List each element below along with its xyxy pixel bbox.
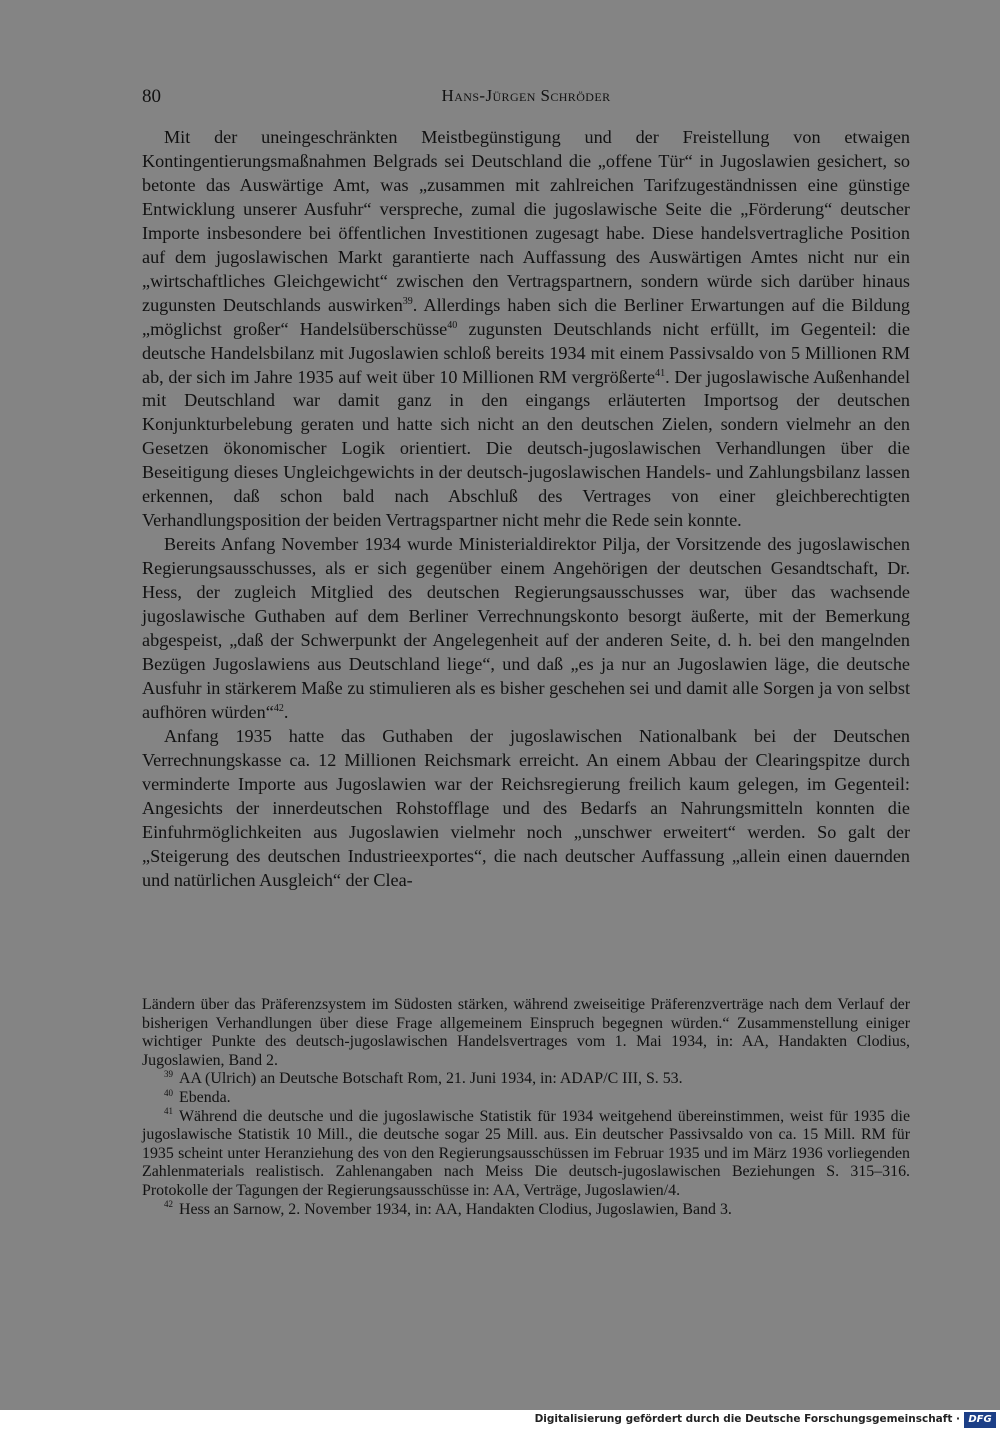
paragraph — [142, 533, 910, 725]
footnote-text: Ebenda. — [179, 1088, 231, 1106]
page-number: 80 — [142, 86, 161, 107]
footnote-40 — [142, 1089, 910, 1108]
footnote-39 — [142, 1070, 910, 1089]
footnotes — [142, 996, 910, 1219]
footnote-text: AA (Ulrich) an Deutsche Botschaft Rom, 21. Juni 1934, in: ADAP/C III, S. 53. — [179, 1070, 683, 1088]
paragraph-text: . — [283, 701, 289, 722]
body-text — [142, 126, 910, 893]
paragraph — [142, 126, 910, 533]
paragraph-text: Bereits Anfang November 1934 wurde Ministerialdirektor Pilja, der Vorsitzende des jugoslawischen Regierungsausschusses, als er sich gegenüber einem Angehörigen der deutschen Gesandtschaft, Dr. Hess, der zugleich Mitglied des deutschen Regierungsausschusses war, über das wachsende jugoslawische Guthaben auf dem Berliner Verrechnungskonto besorgt äußerte, mit der Bemerkung abgespeist, „daß der Schwerpunkt der Angelegenheit auf der anderen Seite, d. h. bei den mangelnden Bezügen Jugoslawiens aus Deutschland liege“, und daß „es ja nur an Jugoslawien läge, die deutsche Ausfuhr in stärkerem Maße zu stimulieren als es bisher geschehen sei und damit alle Sorgen ja von selbst aufhören würden“ — [142, 534, 910, 722]
running-head: Hans-Jürgen Schröder — [441, 86, 611, 105]
page-header — [142, 86, 910, 114]
footnote-number: 41 — [164, 1106, 173, 1117]
funding-credit: Digitalisierung gefördert durch die Deutsche Forschungsgemeinschaft · — [534, 1413, 960, 1425]
footnote-reference: 42 — [273, 702, 284, 714]
footnote-continuation: Ländern über das Präferenzsystem im Südosten stärken, während zweiseitige Präferenzverträge nach dem Verlauf der bisherigen Verhandlungen über diese Frage allgemeinem Einspruch begegnen würden.“ Zusammenstellung einiger wichtiger Punkte des deutsch-jugoslawischen Handelsvertrages vom 1. Mai 1934, in: AA, Handakten Clodius, Jugoslawien, Band 2. — [142, 996, 910, 1069]
footnote-reference: 41 — [655, 367, 666, 379]
footnote-42 — [142, 1201, 910, 1220]
footnote-41 — [142, 1108, 910, 1201]
footnote-number: 42 — [164, 1199, 173, 1210]
paragraph-text: zugunsten Deutschlands nicht erfüllt, im Gegenteil: die deutsche Handelsbilanz mit Jugoslawien schloß bereits 1934 mit einem Passivsaldo von 5 Millionen RM ab, der sich im Jahre 1935 auf weit über 10 Millionen RM vergrößerte — [142, 318, 910, 387]
dfg-logo: DFG — [964, 1412, 996, 1428]
footnote-number: 40 — [164, 1087, 173, 1098]
footnote-reference: 40 — [447, 319, 458, 331]
footer-bar — [0, 1410, 1000, 1431]
footnote-text: Während die deutsche und die jugoslawische Statistik für 1934 weitgehend übereinstimmen, weist für 1935 die jugoslawische Statistik 10 Mill., die deutsche sogar 25 Mill. aus. Ein deutscher Passivsaldo von ca. 15 Mill. RM für 1935 scheint unter Heranziehung des von den Regierungsausschüssen im Februar 1935 und im März 1936 vorliegenden Zahlenmaterials realistisch. Zahlenangaben nach Meiss Die deutsch-jugoslawischen Beziehungen S. 315–316. Protokolle der Tagungen der Regierungsausschüsse in: AA, Verträge, Jugoslawien/4. — [142, 1107, 910, 1199]
paragraph-text: . Allerdings haben sich die Berliner Erwartungen auf die Bildung „möglichst großer“ Handelsüberschüsse — [142, 294, 911, 339]
footnote-reference: 39 — [402, 295, 413, 307]
paragraph: Anfang 1935 hatte das Guthaben der jugoslawischen Nationalbank bei der Deutschen Verrechnungskasse ca. 12 Millionen Reichsmark erreicht. An einem Abbau der Clearingspitze durch verminderte Importe aus Jugoslawien war der Reichsregierung freilich kaum gelegen, im Gegenteil: Angesichts der innerdeutschen Rohstofflage und des Bedarfs an Nahrungsmitteln konnten die Einfuhrmöglichkeiten aus Jugoslawien vielmehr noch „unschwer erweitert“ werden. So galt der „Steigerung des deutschen Industrieexportes“, die nach deutscher Auffassung „allein einen dauernden und natürlichen Ausgleich“ der Clea- — [142, 725, 910, 890]
paragraph-text: Mit der uneingeschränkten Meistbegünstigung und der Freistellung von etwaigen Kontingentierungsmaßnahmen Belgrads sei Deutschland die „offene Tür“ in Jugoslawien gesichert, so betonte das Auswärtige Amt, was „zusammen mit zahlreichen Tarifzugeständnissen eine günstige Entwicklung unserer Ausfuhr“ verspreche, zumal die jugoslawische Seite die „Förderung“ deutscher Importe insbesondere bei öffentlichen Investitionen zugesagt habe. Diese handelsvertragliche Position auf dem jugoslawischen Markt garantierte nach Auffassung des Auswärtigen Amtes nicht nur ein „wirtschaftliches Gleichgewicht“ zwischen den Vertragspartnern, sondern würde sich darüber hinaus zugunsten Deutschlands auswirken — [142, 127, 910, 315]
footnote-text: Hess an Sarnow, 2. November 1934, in: AA, Handakten Clodius, Jugoslawien, Band 3. — [179, 1200, 732, 1218]
paragraph-text: . Der jugoslawische Außenhandel mit Deutschland war damit ganz in den eingangs erläuterten Importsog der deutschen Konjunkturbelebung geraten und hatte sich nicht an den deutschen Zielen, sondern vielmehr an den Gesetzen ökonomischer Logik orientiert. Die deutsch-jugoslawischen Verhandlungen über die Beseitigung dieses Ungleichgewichts in der deutsch-jugoslawischen Handels- und Zahlungsbilanz lassen erkennen, daß schon bald nach Abschluß des Vertrages von einer gleichberechtigten Verhandlungsposition der beiden Vertragspartner nicht mehr die Rede sein konnte. — [142, 366, 910, 531]
footnote-number: 39 — [164, 1069, 173, 1080]
